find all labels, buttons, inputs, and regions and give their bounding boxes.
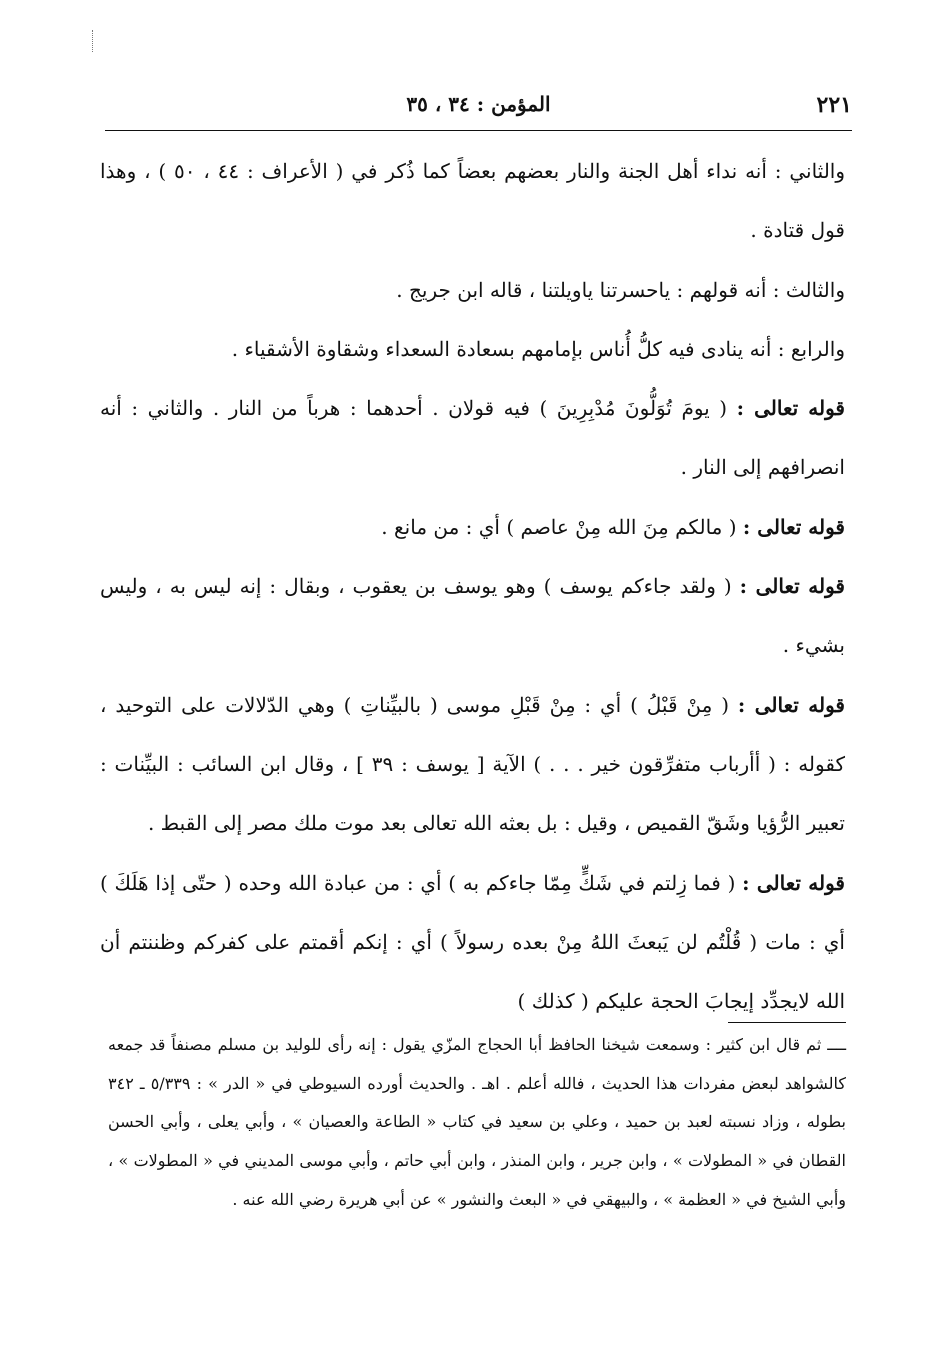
paragraph <box>100 379 845 498</box>
paragraph-lead: قوله تعالى : <box>742 514 845 539</box>
footnotes <box>108 1026 846 1220</box>
paragraph-lead: قوله تعالى : <box>737 692 845 717</box>
paragraph <box>100 261 845 320</box>
running-title: المؤمن : ٣٤ ، ٣٥ <box>406 92 551 116</box>
paragraph-lead: قوله تعالى : <box>739 574 845 599</box>
paragraph-text: والثاني : أنه نداء أهل الجنة والنار بعضهم بعضاً كما ذُكر في ( الأعراف : ٤٤ ، ٥٠ ) ، وهذا قول قتادة . <box>100 159 846 243</box>
paragraph <box>100 320 845 379</box>
main-text <box>100 142 845 1031</box>
paragraph-lead: قوله تعالى : <box>742 870 845 895</box>
paragraph-lead: قوله تعالى : <box>736 396 845 421</box>
paragraph-text: ( مِنْ قَبْلُ ) أي : مِنْ قَبْلِ موسى ( بالبيِّناتِ ) وهي الدّلالات على التوحيد ، كقوله : ( أأرباب متفرِّقون خير . . . ) الآية [ يوسف : ٣٩ ] ، وقال ابن السائب : البيِّنات : تعبير الرُّؤيا وشَقّ القميص ، وقيل : بل بعثه الله تعالى بعد موت ملك مصر إلى القبط . <box>100 692 845 836</box>
paragraph <box>100 557 845 676</box>
paragraph-text: ( فما زِلتم في شَكٍّ مِمّا جاءكم به ) أي : من عبادة الله وحده ( حتّى إذا هَلَكَ ) أي : مات ( قُلْتُم لن يَبعثَ اللهُ مِنْ بعده رسولاً ) أي : إنكم أقمتم على كفركم وظننتم أن الله لايجدِّد إيجابَ الحجة عليكم ( كذلك ) <box>100 870 845 1014</box>
paragraph-text: ( يومَ تُوَلُّونَ مُدْبِرِينَ ) فيه قولان . أحدهما : هرباً من النار . والثاني : أنه انصرافهم إلى النار . <box>100 396 845 480</box>
paragraph <box>100 142 845 261</box>
paragraph-text: ( مالكم مِنَ الله مِنْ عاصم ) أي : من مانع . <box>381 514 743 539</box>
paragraph-text: والثالث : أنه قولهم : ياحسرتنا ياويلتنا ، قاله ابن جريج . <box>396 277 845 302</box>
header-rule <box>105 130 852 131</box>
paragraph <box>100 854 845 1032</box>
page-number: ٢٢١ <box>816 92 852 118</box>
footnote-rule <box>728 1022 846 1023</box>
page-header <box>105 84 852 128</box>
paragraph <box>100 498 845 557</box>
footnote-text: ــــ ثم قال ابن كثير : وسمعت شيخنا الحافظ أبا الحجاج المزّي يقول : إنه رأى للوليد بن مسلم مصنفاً قد جمعه كالشواهد لبعض مفردات هذا الحديث ، فالله أعلم . اهـ . والحديث أورده السيوطي في « الدر » : ٥/٣٣٩ ـ ٣٤٢ بطوله ، وزاد نسبته لعبد بن حميد ، وعلي بن سعيد في كتاب « الطاعة والعصيان » ، وأبي يعلى ، وأبي الحسن القطان في « المطولات » ، وابن جرير ، وابن المنذر ، وابن أبي حاتم ، وأبي موسى المديني في « المطولات » ، وأبي الشيخ في « العظمة » ، والبيهقي في « البعث والنشور » عن أبي هريرة رضي الله عنه . <box>108 1035 847 1209</box>
paragraph-text: والرابع : أنه ينادى فيه كلُّ أُناس بإمامهم بسعادة السعداء وشقاوة الأشقياء . <box>231 336 845 361</box>
paragraph <box>100 676 845 854</box>
scan-mark <box>92 30 95 52</box>
paragraph-text: ( ولقد جاءكم يوسف ) وهو يوسف بن يعقوب ، وبقال : إنه ليس به ، وليس بشيء . <box>100 574 845 658</box>
